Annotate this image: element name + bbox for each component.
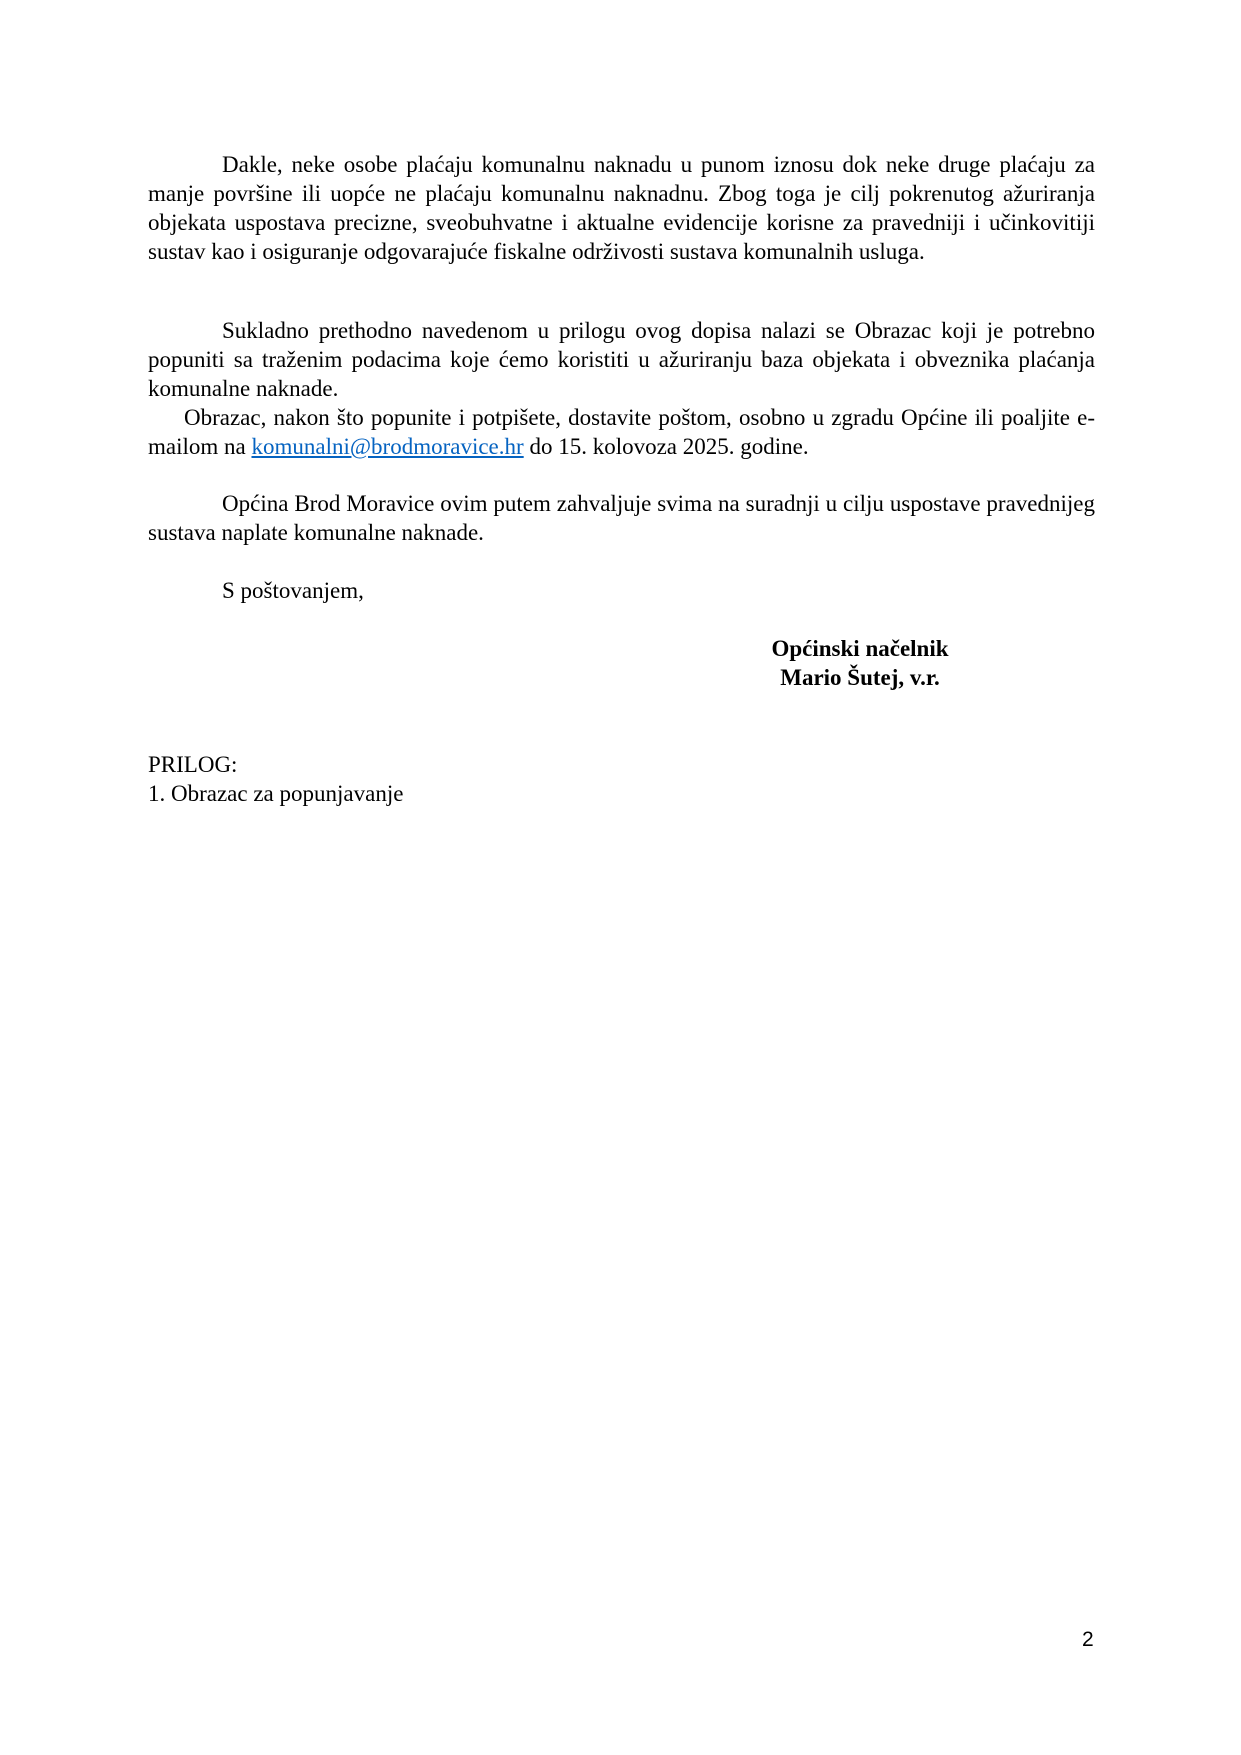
email-link[interactable]: komunalni@brodmoravice.hr bbox=[251, 434, 524, 459]
paragraph-fee-explanation: Dakle, neke osobe plaćaju komunalnu naknadu u punom iznosu dok neke druge plaćaju za manje površine ili uopće ne plaćaju komunalnu naknadnu. Zbog toga je cilj pokrenutog ažuriranja objekata uspostava precizne, sveobuhvatne i aktualne evidencije korisne za pravedniji i učinkovitiji sustav kao i osiguranje odgovarajuće fiskalne održivosti sustava komunalnih usluga. bbox=[148, 152, 1095, 264]
paragraph-form-request: Sukladno prethodno navedenom u prilogu ovog dopisa nalazi se Obrazac koji je potrebno popuniti sa traženim podacima koje ćemo koristiti u ažuriranju baza objekata i obveznika plaćanja komunalne naknade. bbox=[148, 318, 1095, 401]
attachment-item: 1. Obrazac za popunjavanje bbox=[148, 781, 404, 806]
submission-text-before: Obrazac, nakon što popunite i potpišete, dostavite poštom, osobno u zgradu Općine ili poaljite e-mailom na bbox=[148, 405, 1095, 459]
paragraph-thanks: Općina Brod Moravice ovim putem zahvaljuje svima na suradnji u cilju uspostave pravednijeg sustava naplate komunalne naknade. bbox=[148, 491, 1095, 545]
signature-name: Mario Šutej, v.r. bbox=[780, 665, 940, 690]
paragraph-submission-instructions bbox=[148, 403, 1095, 461]
signature-title: Općinski načelnik bbox=[771, 636, 949, 661]
page-number: 2 bbox=[1082, 1628, 1094, 1651]
attachment-heading: PRILOG: bbox=[148, 752, 238, 777]
submission-deadline: do 15. kolovoza 2025. godine. bbox=[523, 434, 809, 459]
greeting: S poštovanjem, bbox=[222, 578, 364, 603]
